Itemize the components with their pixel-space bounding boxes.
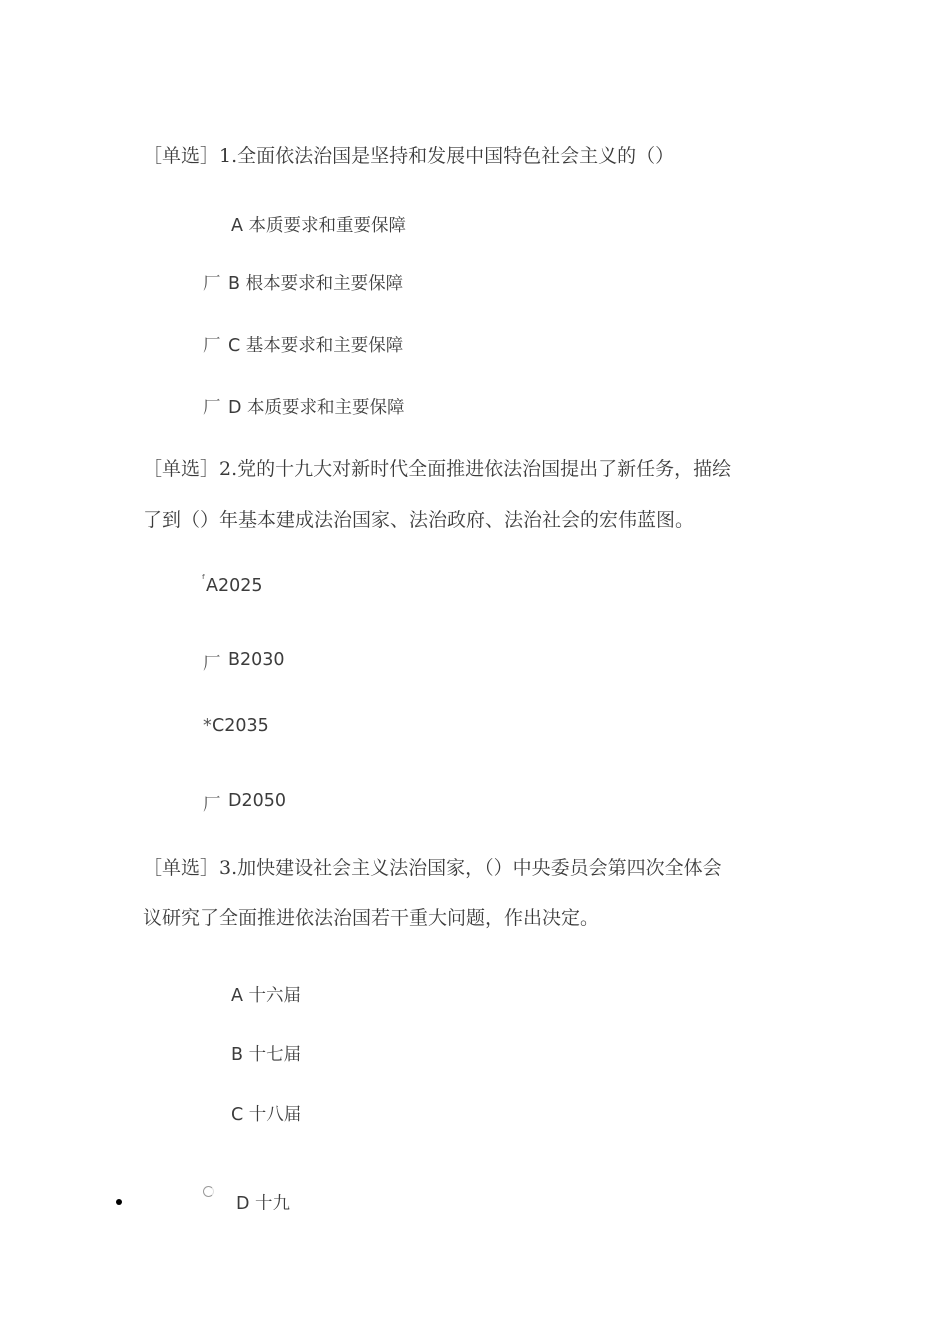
question-3-text-line2: 议研究了全面推进依法治国若干重大问题，作出决定。 bbox=[143, 907, 600, 929]
q1-option-a[interactable]: A 本质要求和重要保障 bbox=[231, 216, 407, 236]
q2-option-a-marker[interactable]: ᶠ bbox=[202, 572, 206, 586]
q2-option-c-marker[interactable]: * bbox=[203, 716, 212, 736]
q1-option-d[interactable]: D 本质要求和主要保障 bbox=[228, 398, 405, 418]
q2-option-a[interactable]: A2025 bbox=[206, 576, 263, 596]
q1-option-b[interactable]: B 根本要求和主要保障 bbox=[228, 274, 404, 294]
q1-option-b-marker[interactable]: 厂 bbox=[203, 274, 221, 294]
q2-option-b-marker[interactable]: 厂 bbox=[203, 654, 221, 674]
list-bullet bbox=[116, 1199, 122, 1205]
q1-option-c[interactable]: C 基本要求和主要保障 bbox=[228, 336, 404, 356]
q1-option-d-marker[interactable]: 厂 bbox=[203, 398, 221, 418]
question-1-text: ［单选］1.全面依法治国是坚持和发展中国特色社会主义的（） bbox=[143, 145, 675, 167]
q3-option-d-clip bbox=[230, 1190, 350, 1210]
q1-option-c-marker[interactable]: 厂 bbox=[203, 336, 221, 356]
q2-option-b[interactable]: B2030 bbox=[228, 650, 285, 670]
question-2-text-line2: 了到（）年基本建成法治国家、法治政府、法治社会的宏伟蓝图。 bbox=[143, 509, 695, 531]
q2-option-d-marker[interactable]: 厂 bbox=[203, 795, 221, 815]
q3-option-c[interactable]: C 十八届 bbox=[231, 1105, 302, 1125]
q3-option-a[interactable]: A 十六届 bbox=[231, 986, 302, 1006]
q3-option-d[interactable]: D 十九 bbox=[236, 1194, 291, 1210]
q3-option-b[interactable]: B 十七届 bbox=[231, 1045, 302, 1065]
q2-option-c[interactable]: C2035 bbox=[212, 716, 269, 736]
radio-button[interactable] bbox=[203, 1186, 214, 1197]
question-2-text-line1: ［单选］2.党的十九大对新时代全面推进依法治国提出了新任务，描绘 bbox=[143, 458, 732, 480]
question-3-text-line1: ［单选］3.加快建设社会主义法治国家，（）中央委员会第四次全体会 bbox=[143, 857, 722, 879]
q2-option-d[interactable]: D2050 bbox=[228, 791, 287, 811]
